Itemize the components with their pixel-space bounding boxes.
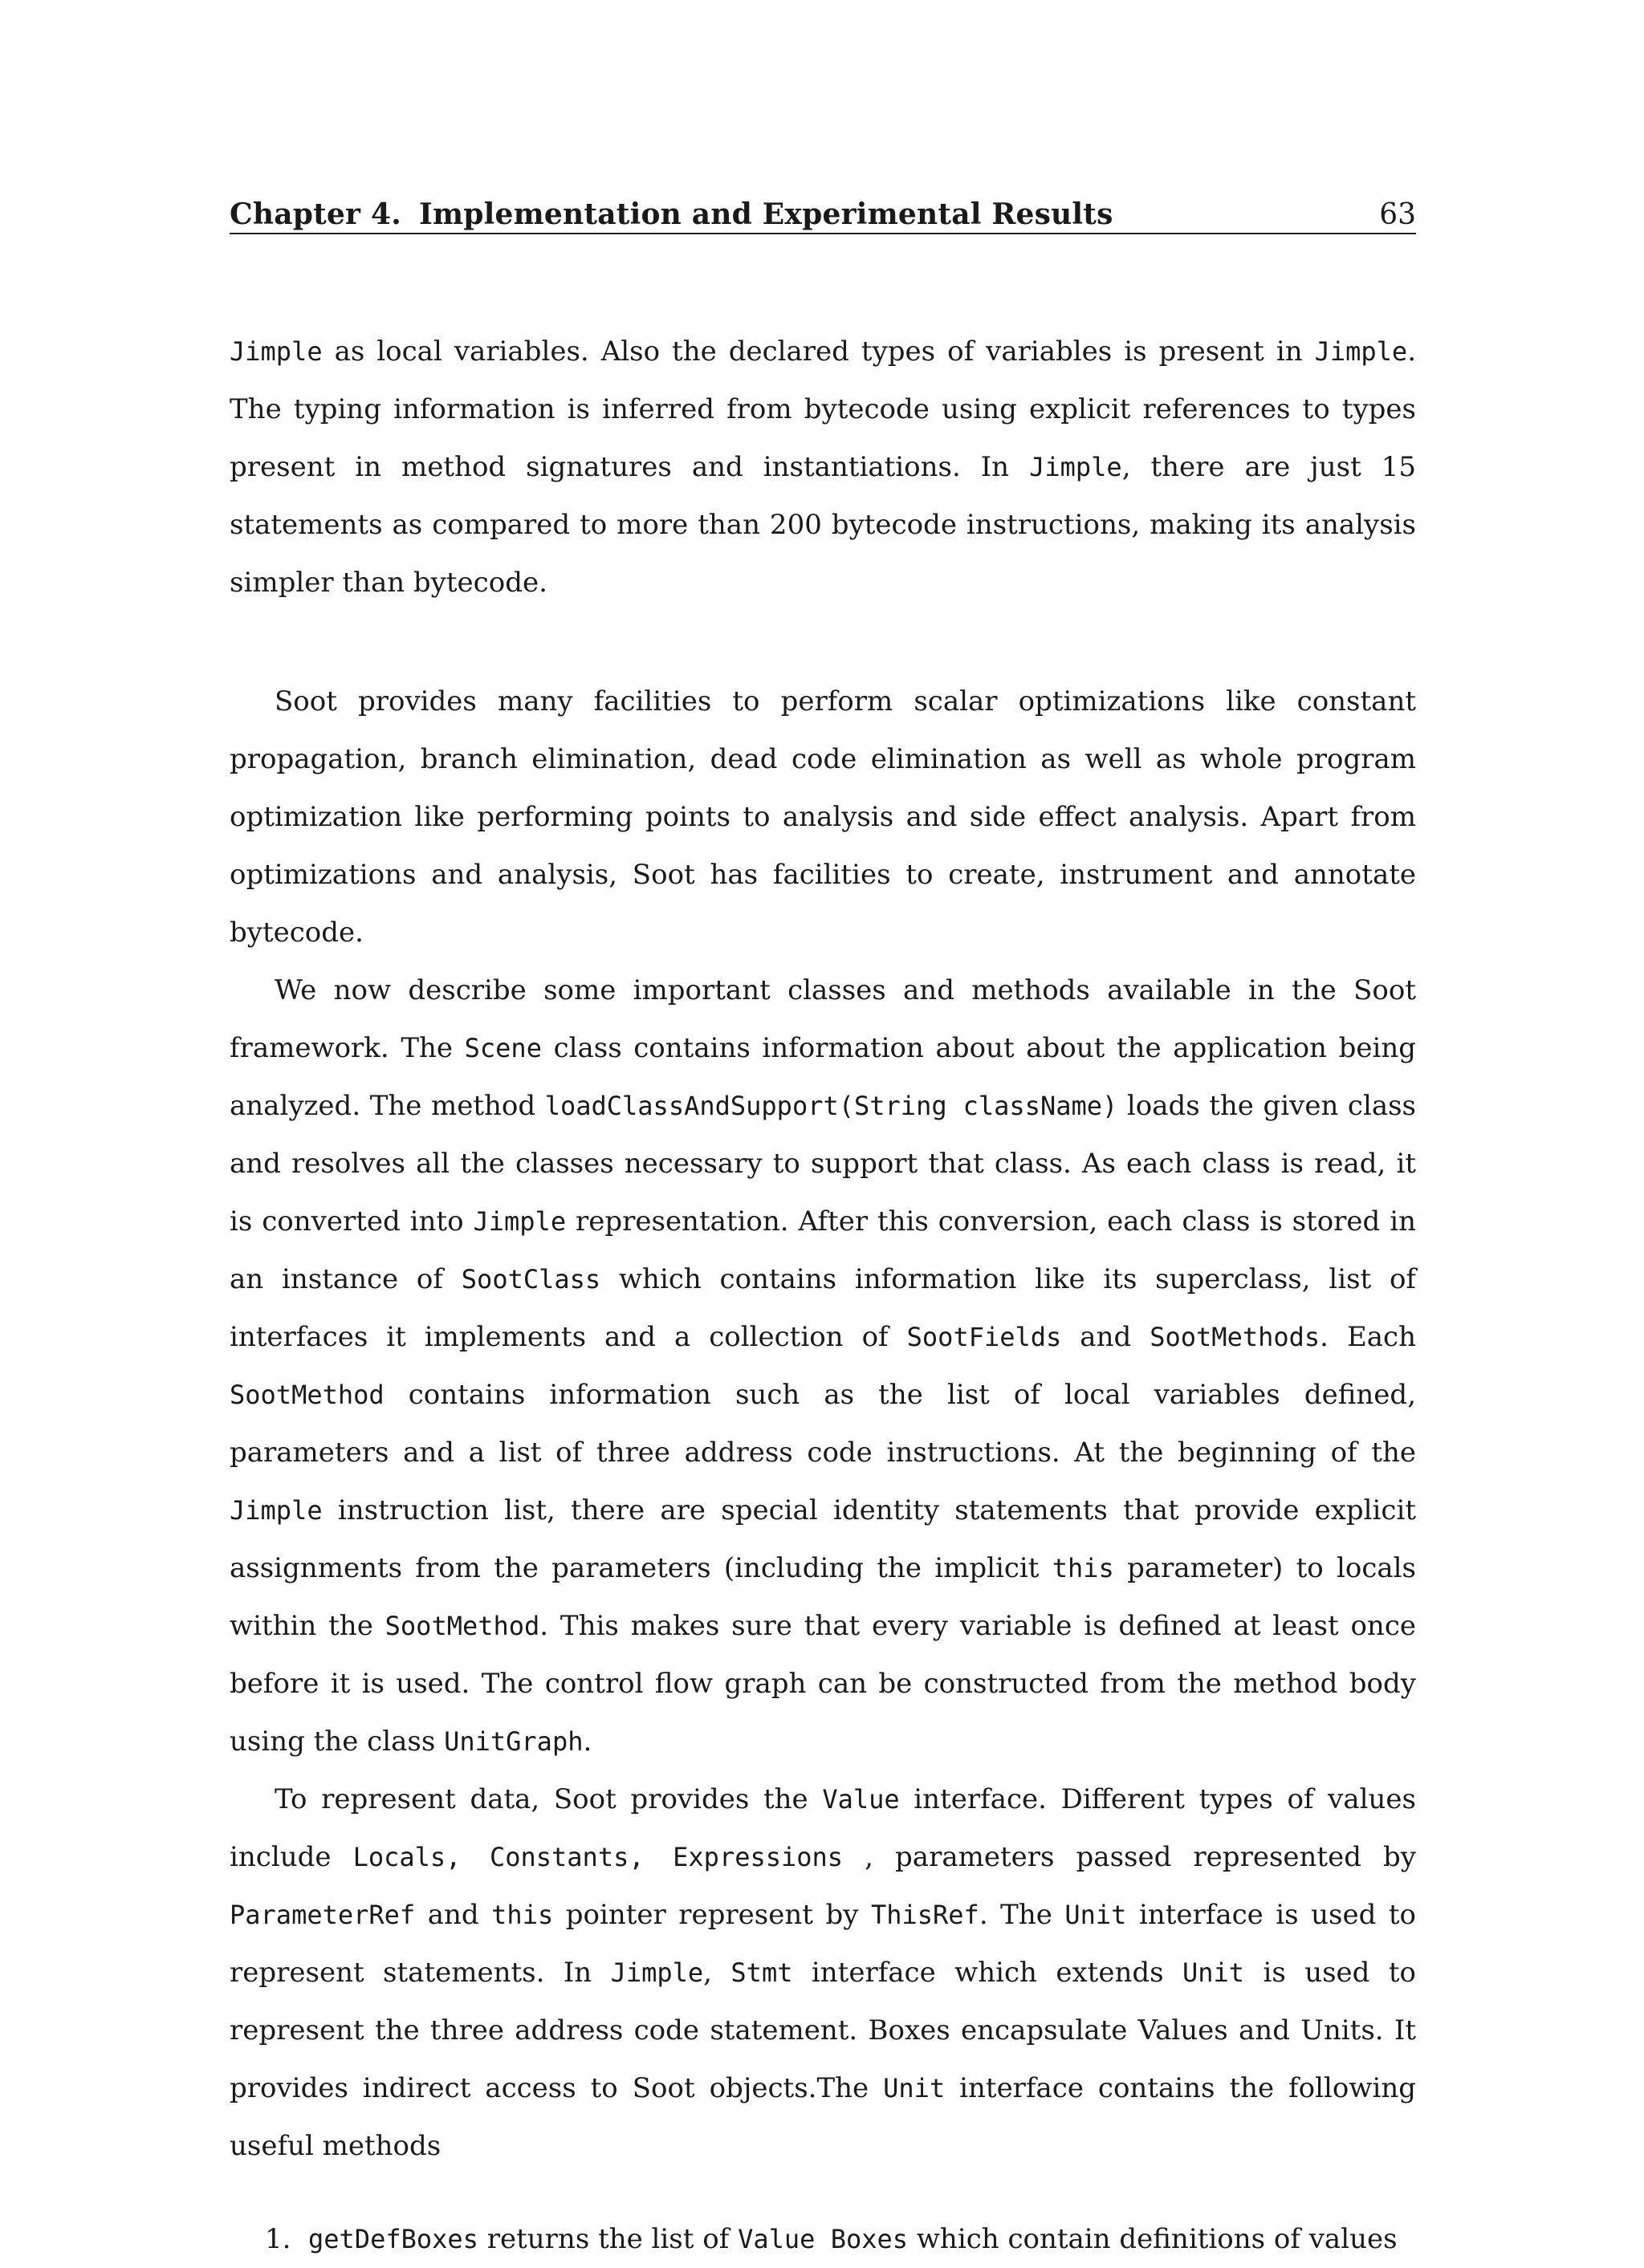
code-term: Jimple: [230, 1495, 323, 1526]
list-item: [230, 2210, 1416, 2268]
text-run: which contains information like its superclass, list of interfaces it implements and a collection of: [230, 1263, 1417, 1353]
text-run: instruction list, there are special identity statements that provide explicit assignments from the parameters (including the implicit: [230, 1494, 1416, 1584]
code-term: Jimple: [1314, 336, 1408, 367]
text-run: class contains information about about the application being analyzed. The method: [230, 1032, 1416, 1122]
code-term: ThisRef: [870, 1900, 979, 1930]
code-term: Scene: [464, 1033, 542, 1063]
text-run: . This makes sure that every variable is defined at least once before it is used. The control flow graph can be constructed from the method body using the class: [230, 1610, 1416, 1758]
code-term: ParameterRef: [230, 1900, 416, 1930]
text-run: parameter) to locals within the: [230, 1552, 1416, 1642]
chapter-heading: [230, 197, 1113, 231]
list-item-text: [275, 2210, 1398, 2268]
text-run: representation. After this conversion, each class is stored in an instance of: [230, 1205, 1416, 1295]
code-term: loadClassAndSupport(String className): [544, 1091, 1118, 1121]
list-item-number: 1.: [265, 2223, 291, 2255]
code-term: this: [1052, 1553, 1114, 1583]
text-run: ,: [703, 1957, 731, 1989]
text-run: and: [1061, 1321, 1150, 1353]
text-run: as local variables. Also the declared types of variables is present in: [322, 335, 1315, 368]
running-header: [230, 194, 1416, 234]
code-term: Stmt: [730, 1957, 793, 1988]
text-run: We now describe some important classes and methods available in the Soot framework. The: [230, 974, 1416, 1064]
text-run: . The: [979, 1899, 1065, 1931]
code-term: Jimple: [1029, 452, 1122, 482]
text-run: loads the given class and resolves all the classes necessary to support that class. As each class is read, it is converted into: [230, 1090, 1417, 1238]
text-run: returns the list of: [478, 2223, 739, 2255]
code-term: SootMethod: [230, 1380, 385, 1410]
code-term: Value Boxes: [738, 2224, 909, 2254]
code-term: getDefBoxes: [308, 2224, 478, 2254]
method-list: [230, 2210, 1416, 2268]
code-term: Unit: [1064, 1900, 1127, 1930]
text-run: . The typing information is inferred from bytecode using explicit references to types present in method signatures and instantiations. In: [230, 335, 1416, 483]
text-run: .: [583, 1725, 592, 1758]
text-run: , parameters passed represented by: [843, 1841, 1417, 1873]
text-run: interface is used to represent statements. In: [230, 1899, 1416, 1989]
text-run: interface. Different types of values include: [230, 1783, 1416, 1873]
code-term: Locals, Constants, Expressions: [352, 1842, 844, 1872]
text-run: To represent data, Soot provides the: [275, 1783, 823, 1815]
code-term: Unit: [883, 2073, 946, 2103]
paragraph-3: [230, 961, 1416, 1770]
code-term: Value: [822, 1784, 900, 1815]
code-term: Jimple: [610, 1957, 704, 1988]
code-term: Jimple: [230, 336, 323, 367]
text-run: interface which extends: [792, 1957, 1182, 1989]
code-term: Unit: [1182, 1957, 1245, 1988]
chapter-label: Chapter 4.: [230, 197, 401, 231]
code-term: SootFields: [906, 1322, 1062, 1352]
text-run: is used to represent the three address code statement. Boxes encapsulate Values and Units. It provides indirect access to Soot objects.The: [230, 1957, 1416, 2104]
text-run: , there are just 15 statements as compared to more than 200 bytecode instructions, making its analysis simpler than bytecode.: [230, 451, 1416, 599]
text-run: which contain definitions of values: [908, 2223, 1398, 2255]
body-text: [230, 323, 1416, 2268]
code-term: UnitGraph: [444, 1726, 584, 1757]
code-term: SootMethods: [1150, 1322, 1320, 1352]
text-run: pointer represent by: [553, 1899, 871, 1931]
paragraph-4: [230, 1770, 1416, 2175]
paragraph-1: [230, 323, 1416, 612]
text-run: contains information such as the list of local variables defined, parameters and a list of three address code instructions. At the beginning of the: [230, 1379, 1416, 1469]
code-term: SootClass: [461, 1264, 601, 1295]
text-run: interface contains the following useful methods: [230, 2072, 1416, 2162]
text-run: . Each: [1320, 1321, 1416, 1353]
code-term: SootMethod: [385, 1611, 540, 1641]
paragraph-2: Soot provides many facilities to perform scalar optimizations like constant propagation, branch elimination, dead code elimination as well as whole program optimization like performing points to analysis and side effect analysis. Apart from optimizations and analysis, Soot has facilities to create, instrument and annotate bytecode.: [230, 685, 1416, 949]
chapter-title: Implementation and Experimental Results: [418, 197, 1113, 231]
code-term: this: [491, 1900, 554, 1930]
text-run: and: [415, 1899, 492, 1931]
page-number: 63: [1379, 198, 1416, 231]
code-term: Jimple: [473, 1206, 567, 1237]
